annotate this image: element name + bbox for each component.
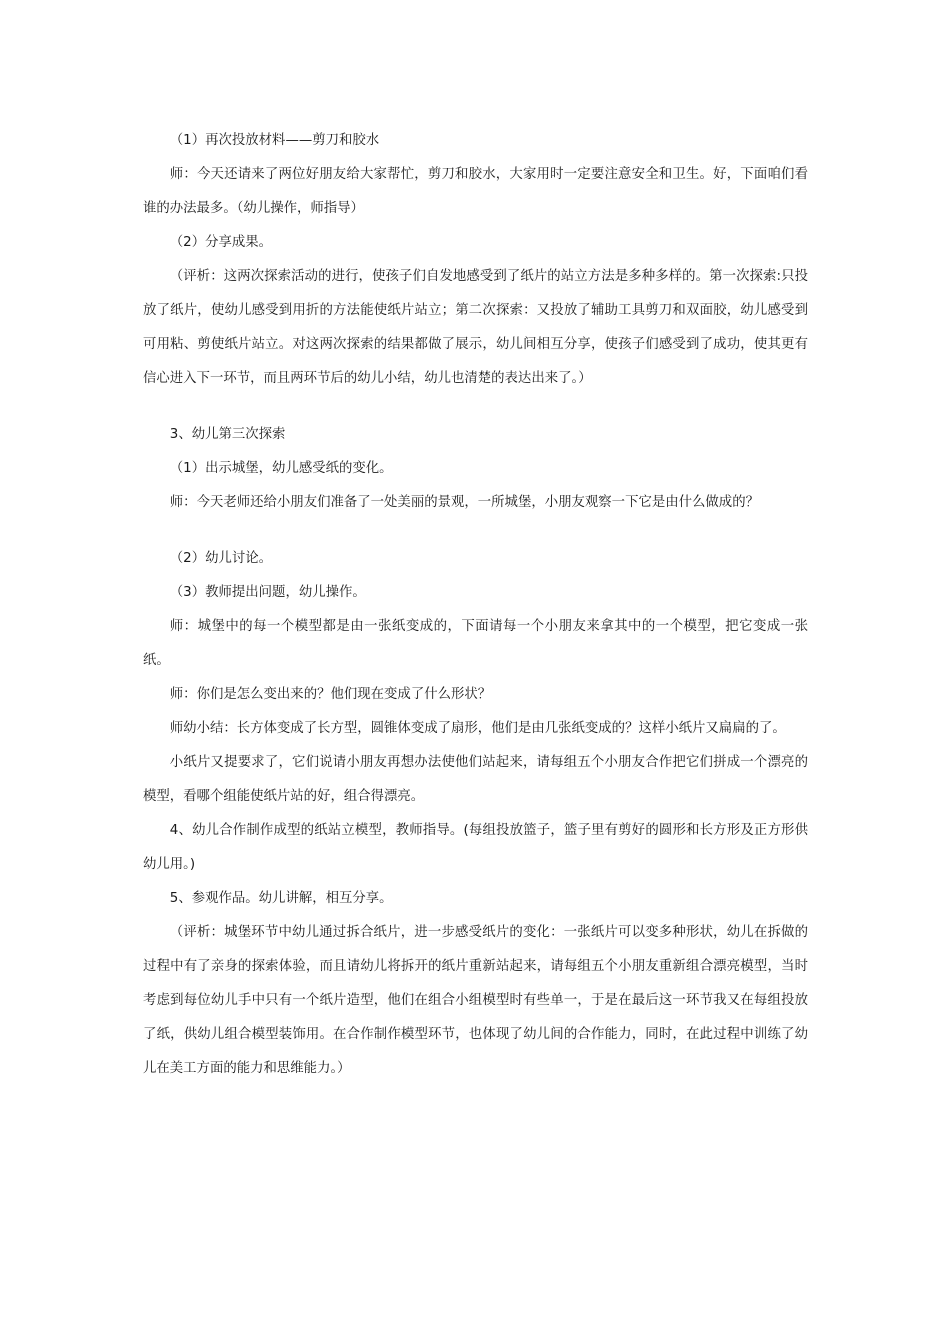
paragraph-commentary-1: （评析：这两次探索活动的进行，使孩子们自发地感受到了纸片的站立方法是多种多样的。第一次探索:只投放了纸片，使幼儿感受到用折的方法能使纸片站立；第二次探索：又投放了辅助工具剪刀和双面胶，幼儿感受到可用粘、剪使纸片站立。对这两次探索的结果都做了展示，幼儿间相互分享，使孩子们感受到了成功，使其更有信心进入下一环节，而且两环节后的幼儿小结，幼儿也清楚的表达出来了。） (143, 269, 808, 386)
paragraph-section-5: 5、参观作品。幼儿讲解，相互分享。 (169, 891, 393, 906)
paragraph-share-results: （2）分享成果。 (169, 235, 273, 250)
paragraph-discussion: （2）幼儿讨论。 (169, 551, 273, 566)
spacer (143, 396, 808, 418)
paragraph-summary: 师幼小结：长方体变成了长方型，圆锥体变成了扇形，他们是由几张纸变成的？这样小纸片又扁扁的了。 (169, 721, 786, 736)
paragraph-castle-show: （1）出示城堡，幼儿感受纸的变化。 (169, 461, 393, 476)
paragraph-teacher-shapes: 师：你们是怎么变出来的？他们现在变成了什么形状？ (169, 687, 492, 702)
paragraph-teacher-scissors-glue: 师：今天还请来了两位好朋友给大家帮忙，剪刀和胶水，大家用时一定要注意安全和卫生。好，下面咱们看谁的办法最多。（幼儿操作，师指导） (143, 167, 808, 216)
paragraph-commentary-2: （评析：城堡环节中幼儿通过拆合纸片，进一步感受纸片的变化：一张纸片可以变多种形状，幼儿在拆做的过程中有了亲身的探索体验，而且请幼儿将拆开的纸片重新站起来，请每组五个小朋友重新组合漂亮模型，当时考虑到每位幼儿手中只有一个纸片造型，他们在组合小组模型时有些单一，于是在最后这一环节我又在每组投放了纸，供幼儿组合模型装饰用。在合作制作模型环节，也体现了幼儿间的合作能力，同时，在此过程中训练了幼儿在美工方面的能力和思维能力。） (143, 925, 808, 1076)
paragraph-paper-request: 小纸片又提要求了，它们说请小朋友再想办法使他们站起来，请每组五个小朋友合作把它们拼成一个漂亮的模型，看哪个组能使纸片站的好，组合得漂亮。 (143, 755, 808, 804)
paragraph-teacher-model: 师：城堡中的每一个模型都是由一张纸变成的，下面请每一个小朋友来拿其中的一个模型，把它变成一张纸。 (143, 619, 808, 668)
paragraph-step-3-1-heading: （1）再次投放材料——剪刀和胶水 (169, 133, 380, 148)
paragraph-section-4: 4、幼儿合作制作成型的纸站立模型，教师指导。(每组投放篮子，篮子里有剪好的圆形和长方形及正方形供幼儿用。) (143, 823, 808, 872)
spacer (143, 520, 808, 542)
paragraph-teacher-question: （3）教师提出问题，幼儿操作。 (169, 585, 366, 600)
paragraph-teacher-castle: 师：今天老师还给小朋友们准备了一处美丽的景观，一所城堡，小朋友观察一下它是由什么做成的？ (169, 495, 759, 510)
paragraph-section-3-heading: 3、幼儿第三次探索 (169, 427, 286, 442)
document-body (143, 124, 808, 1086)
